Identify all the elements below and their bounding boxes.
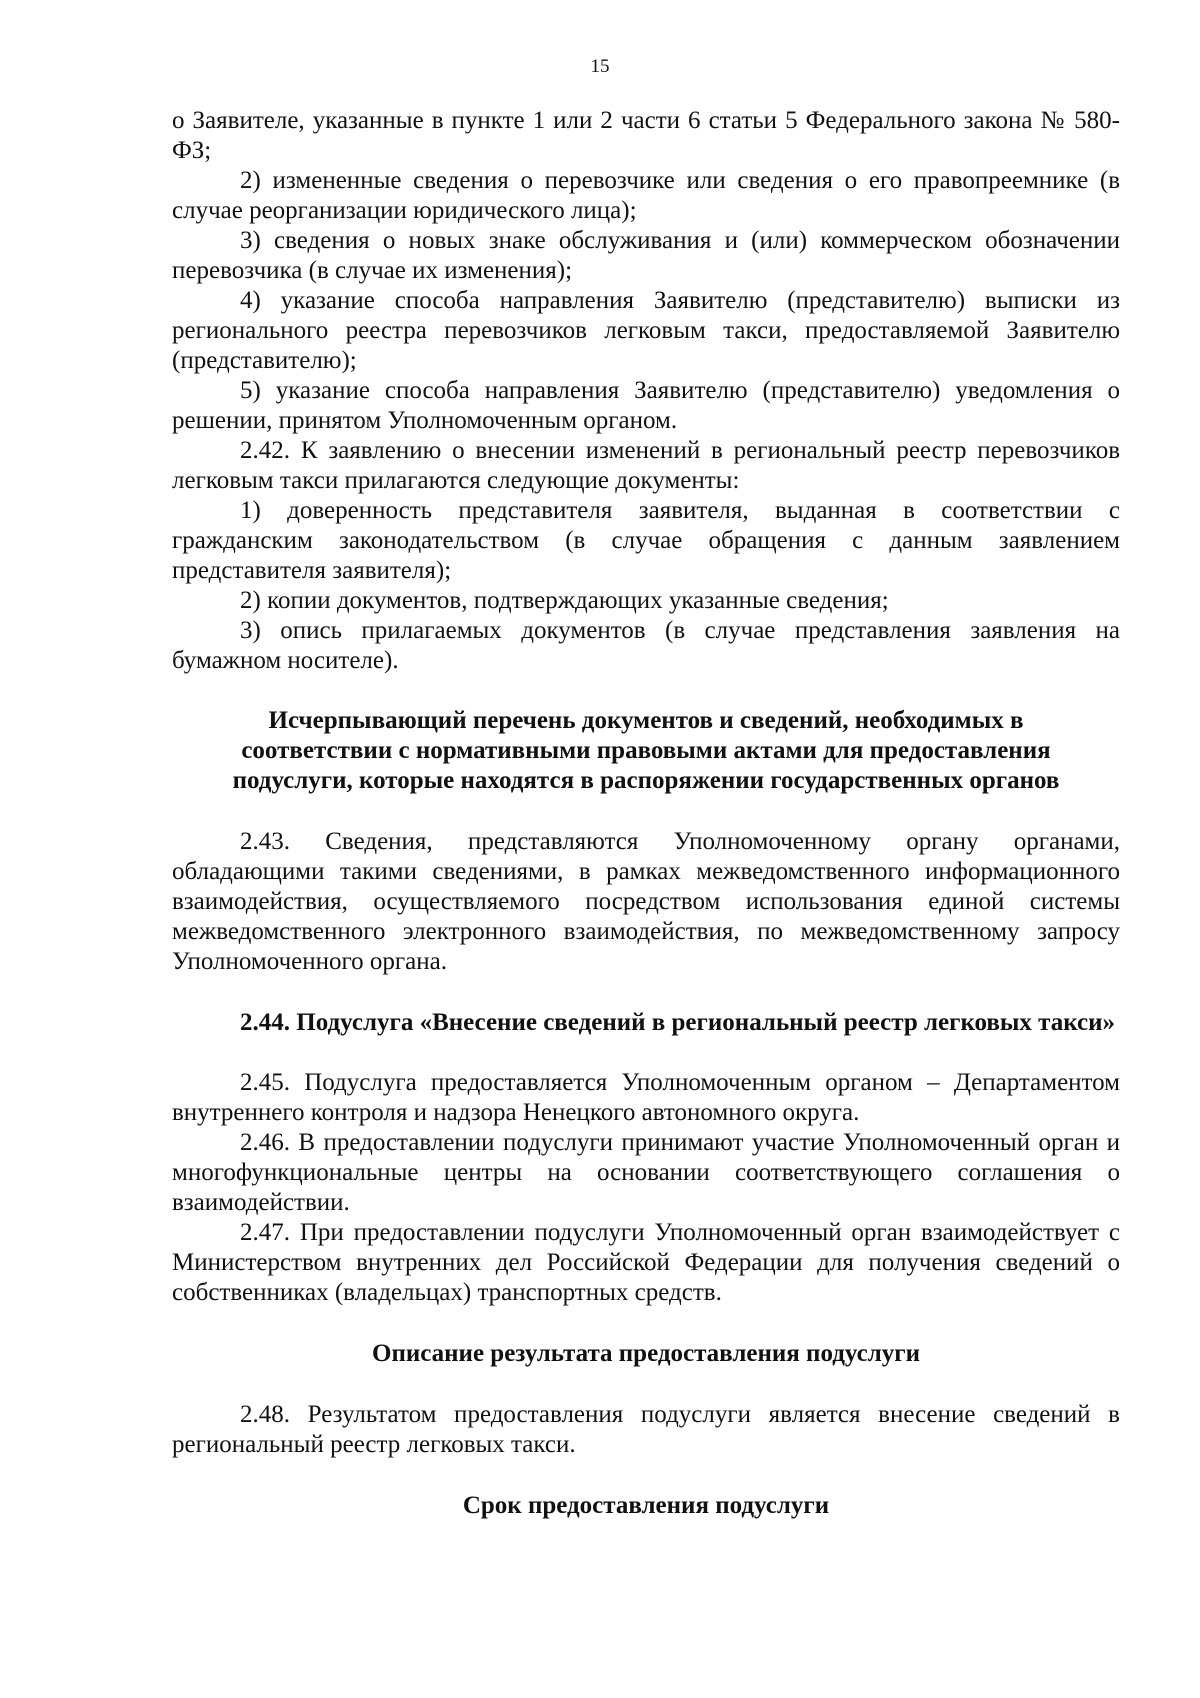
paragraph-2-48: 2.48. Результатом предоставления подуслуги является внесение сведений в региональный реестр легковых такси. xyxy=(172,1401,1120,1458)
list-item-document-copies: 2) копии документов, подтверждающих указанные сведения; xyxy=(240,587,889,614)
list-item-power-of-attorney: 1) доверенность представителя заявителя, выданная в соответствии с гражданским законодательством (в случае обращения с данным заявлением представителя заявителя); xyxy=(172,497,1120,584)
subservice-heading-2-44: 2.44. Подуслуга «Внесение сведений в региональный реестр легковых такси» xyxy=(240,1009,1116,1036)
list-item-service-mark: 3) сведения о новых знаке обслуживания и (или) коммерческом обозначении перевозчика (в случае их изменения); xyxy=(172,227,1120,284)
section-heading-documents-list: Исчерпывающий перечень документов и сведений, необходимых в соответствии с нормативными правовыми актами для предоставления подуслуги, которые находятся в распоряжении государственных органов xyxy=(232,707,1060,794)
section-heading-result: Описание результата предоставления подуслуги xyxy=(372,1340,920,1367)
list-item-notice-method: 5) указание способа направления Заявителю (представителю) уведомления о решении, принятом Уполномоченным органом. xyxy=(172,377,1120,434)
paragraph-2-43: 2.43. Сведения, представляются Уполномоченному органу органами, обладающими такими сведениями, в рамках межведомственного информационного взаимодействия, осуществляемого посредством использования единой системы межведомственного электронного взаимодействия, по межведомственному запросу Уполномоченного органа. xyxy=(172,828,1120,975)
paragraph-2-46: 2.46. В предоставлении подуслуги принимают участие Уполномоченный орган и многофункциональные центры на основании соответствующего соглашения о взаимодействии. xyxy=(172,1129,1120,1216)
paragraph-applicant-info: о Заявителе, указанные в пункте 1 или 2 части 6 статьи 5 Федерального закона № 580-ФЗ; xyxy=(172,107,1120,164)
paragraph-2-47: 2.47. При предоставлении подуслуги Уполномоченный орган взаимодействует с Министерством внутренних дел Российской Федерации для получения сведений о собственниках (владельцах) транспортных средств. xyxy=(172,1219,1120,1306)
list-item-changed-info: 2) измененные сведения о перевозчике или сведения о его правопреемнике (в случае реорганизации юридического лица); xyxy=(172,167,1120,224)
page-number: 15 xyxy=(590,56,610,77)
section-heading-term: Срок предоставления подуслуги xyxy=(462,1492,830,1519)
document-body xyxy=(172,106,1120,1521)
paragraph-2-45: 2.45. Подуслуга предоставляется Уполномоченным органом – Департаментом внутреннего контроля и надзора Ненецкого автономного округа. xyxy=(172,1069,1120,1126)
list-item-inventory: 3) опись прилагаемых документов (в случае представления заявления на бумажном носителе). xyxy=(172,617,1120,674)
list-item-extract-method: 4) указание способа направления Заявителю (представителю) выписки из регионального реестра перевозчиков легковым такси, предоставляемой Заявителю (представителю); xyxy=(172,287,1120,374)
paragraph-2-42: 2.42. К заявлению о внесении изменений в региональный реестр перевозчиков легковым такси прилагаются следующие документы: xyxy=(172,437,1120,494)
